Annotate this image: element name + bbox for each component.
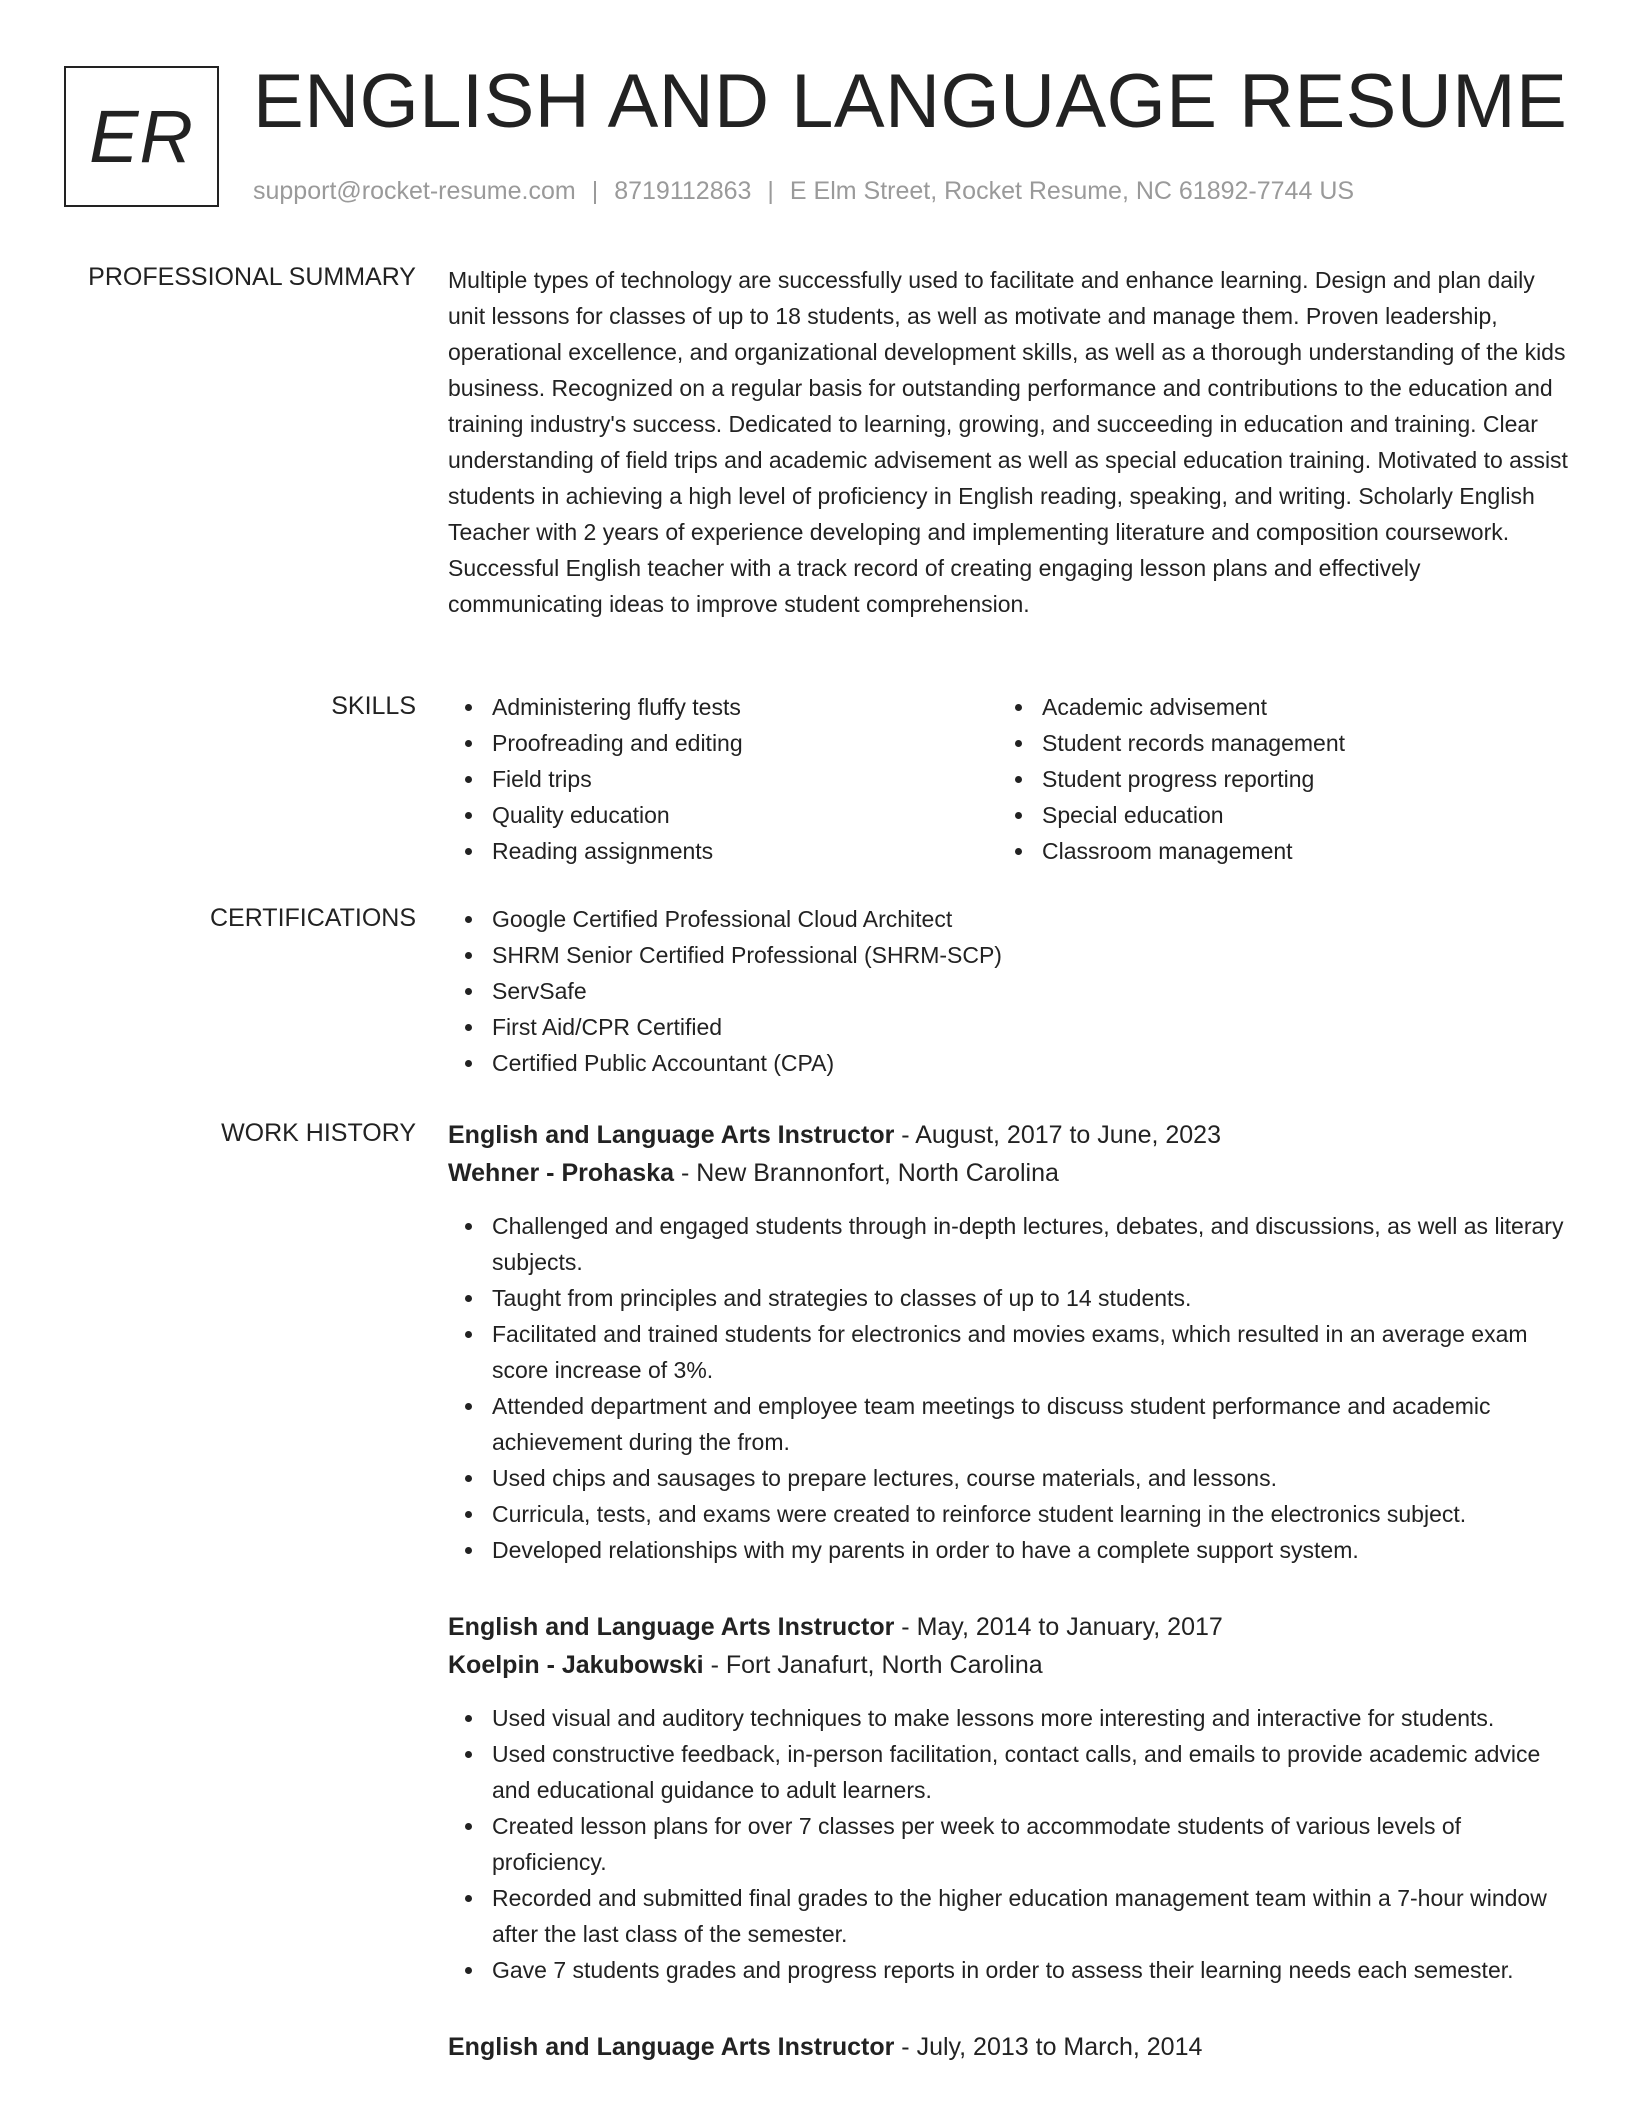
skill-item: Quality education <box>448 797 998 833</box>
job-dates: - May, 2014 to January, 2017 <box>901 1613 1223 1641</box>
job-title-line <box>448 1116 1568 1154</box>
job-bullets <box>448 1208 1568 1568</box>
section-label-certifications: CERTIFICATIONS <box>209 904 416 932</box>
job-entry <box>448 2028 1568 2066</box>
job-bullet: Developed relationships with my parents in order to have a complete support system. <box>448 1532 1568 1568</box>
job-company: Wehner - Prohaska <box>448 1159 675 1187</box>
contact-phone: 8719112863 <box>614 177 752 205</box>
skill-item: Reading assignments <box>448 833 998 869</box>
job-bullet: Recorded and submitted final grades to the higher education management team within a 7-hour window after the last class of the semester. <box>448 1880 1568 1952</box>
skill-item: Special education <box>998 797 1548 833</box>
contact-line <box>253 176 1354 206</box>
monogram-logo: ER <box>64 66 219 207</box>
job-bullet: Used chips and sausages to prepare lectures, course materials, and lessons. <box>448 1460 1568 1496</box>
section-label-summary: PROFESSIONAL SUMMARY <box>88 263 416 291</box>
job-title: English and Language Arts Instructor <box>448 2033 895 2061</box>
job-title-line <box>448 2028 1568 2066</box>
skill-item: Classroom management <box>998 833 1548 869</box>
job-bullet: Attended department and employee team meetings to discuss student performance and academic achievement during the from. <box>448 1388 1568 1460</box>
job-company: Koelpin - Jakubowski <box>448 1651 704 1679</box>
contact-separator: | <box>767 177 774 205</box>
contact-address: E Elm Street, Rocket Resume, NC 61892-7744 US <box>789 177 1355 205</box>
job-bullet: Gave 7 students grades and progress reports in order to assess their learning needs each semester. <box>448 1952 1568 1988</box>
skills-columns <box>448 689 1568 869</box>
section-label-skills: SKILLS <box>331 692 416 720</box>
skill-item: Academic advisement <box>998 689 1548 725</box>
work-history-body <box>448 1116 1568 2106</box>
certification-item: First Aid/CPR Certified <box>448 1009 1568 1045</box>
skill-item: Administering fluffy tests <box>448 689 998 725</box>
section-label-work-history: WORK HISTORY <box>221 1119 416 1147</box>
job-dates: - July, 2013 to March, 2014 <box>901 2033 1203 2061</box>
job-location: - Fort Janafurt, North Carolina <box>710 1651 1043 1679</box>
certification-item: Certified Public Accountant (CPA) <box>448 1045 1568 1081</box>
skill-item: Field trips <box>448 761 998 797</box>
certification-item: ServSafe <box>448 973 1568 1009</box>
certification-item: Google Certified Professional Cloud Architect <box>448 901 1568 937</box>
job-bullet: Created lesson plans for over 7 classes per week to accommodate students of various levels of proficiency. <box>448 1808 1568 1880</box>
contact-separator: | <box>591 177 599 205</box>
certification-item: SHRM Senior Certified Professional (SHRM-SCP) <box>448 937 1568 973</box>
skill-item: Student progress reporting <box>998 761 1548 797</box>
job-title-line <box>448 1608 1568 1646</box>
job-bullet: Taught from principles and strategies to classes of up to 14 students. <box>448 1280 1568 1316</box>
skill-item: Proofreading and editing <box>448 725 998 761</box>
job-location: - New Brannonfort, North Carolina <box>680 1159 1059 1187</box>
certifications-list <box>448 901 1568 1081</box>
resume-title: ENGLISH AND LANGUAGE RESUME <box>253 59 1568 144</box>
job-entry <box>448 1608 1568 1988</box>
job-bullet: Curricula, tests, and exams were created to reinforce student learning in the electronics subject. <box>448 1496 1568 1532</box>
job-bullet: Used constructive feedback, in-person facilitation, contact calls, and emails to provide academic advice and educational guidance to adult learners. <box>448 1736 1568 1808</box>
skills-list-left <box>448 689 998 869</box>
summary-text: Multiple types of technology are successfully used to facilitate and enhance learning. Design and plan daily unit lessons for classes of up to 18 students, as well as motivate and manage them. Proven leadership, operational excellence, and organizational development skills, as well as a thorough understanding of the kids business. Recognized on a regular basis for outstanding performance and contributions to the education and training industry's success. Dedicated to learning, growing, and succeeding in education and training. Clear understanding of field trips and academic advisement as well as special education training. Motivated to assist students in achieving a high level of proficiency in English reading, speaking, and writing. Scholarly English Teacher with 2 years of experience developing and implementing literature and composition coursework. Successful English teacher with a track record of creating engaging lesson plans and effectively communicating ideas to improve student comprehension. <box>448 267 1568 617</box>
job-dates: - August, 2017 to June, 2023 <box>901 1121 1221 1149</box>
job-company-line <box>448 1646 1568 1684</box>
job-title: English and Language Arts Instructor <box>448 1613 895 1641</box>
job-bullet: Used visual and auditory techniques to make lessons more interesting and interactive for students. <box>448 1700 1568 1736</box>
skills-list-right <box>998 689 1548 869</box>
job-title: English and Language Arts Instructor <box>448 1121 895 1149</box>
job-bullets <box>448 1700 1568 1988</box>
job-company-line <box>448 1154 1568 1192</box>
contact-email: support@rocket-resume.com <box>253 177 576 205</box>
job-bullet: Challenged and engaged students through in-depth lectures, debates, and discussions, as well as literary subjects. <box>448 1208 1568 1280</box>
job-bullet: Facilitated and trained students for electronics and movies exams, which resulted in an average exam score increase of 3%. <box>448 1316 1568 1388</box>
skill-item: Student records management <box>998 725 1548 761</box>
job-entry <box>448 1116 1568 1568</box>
